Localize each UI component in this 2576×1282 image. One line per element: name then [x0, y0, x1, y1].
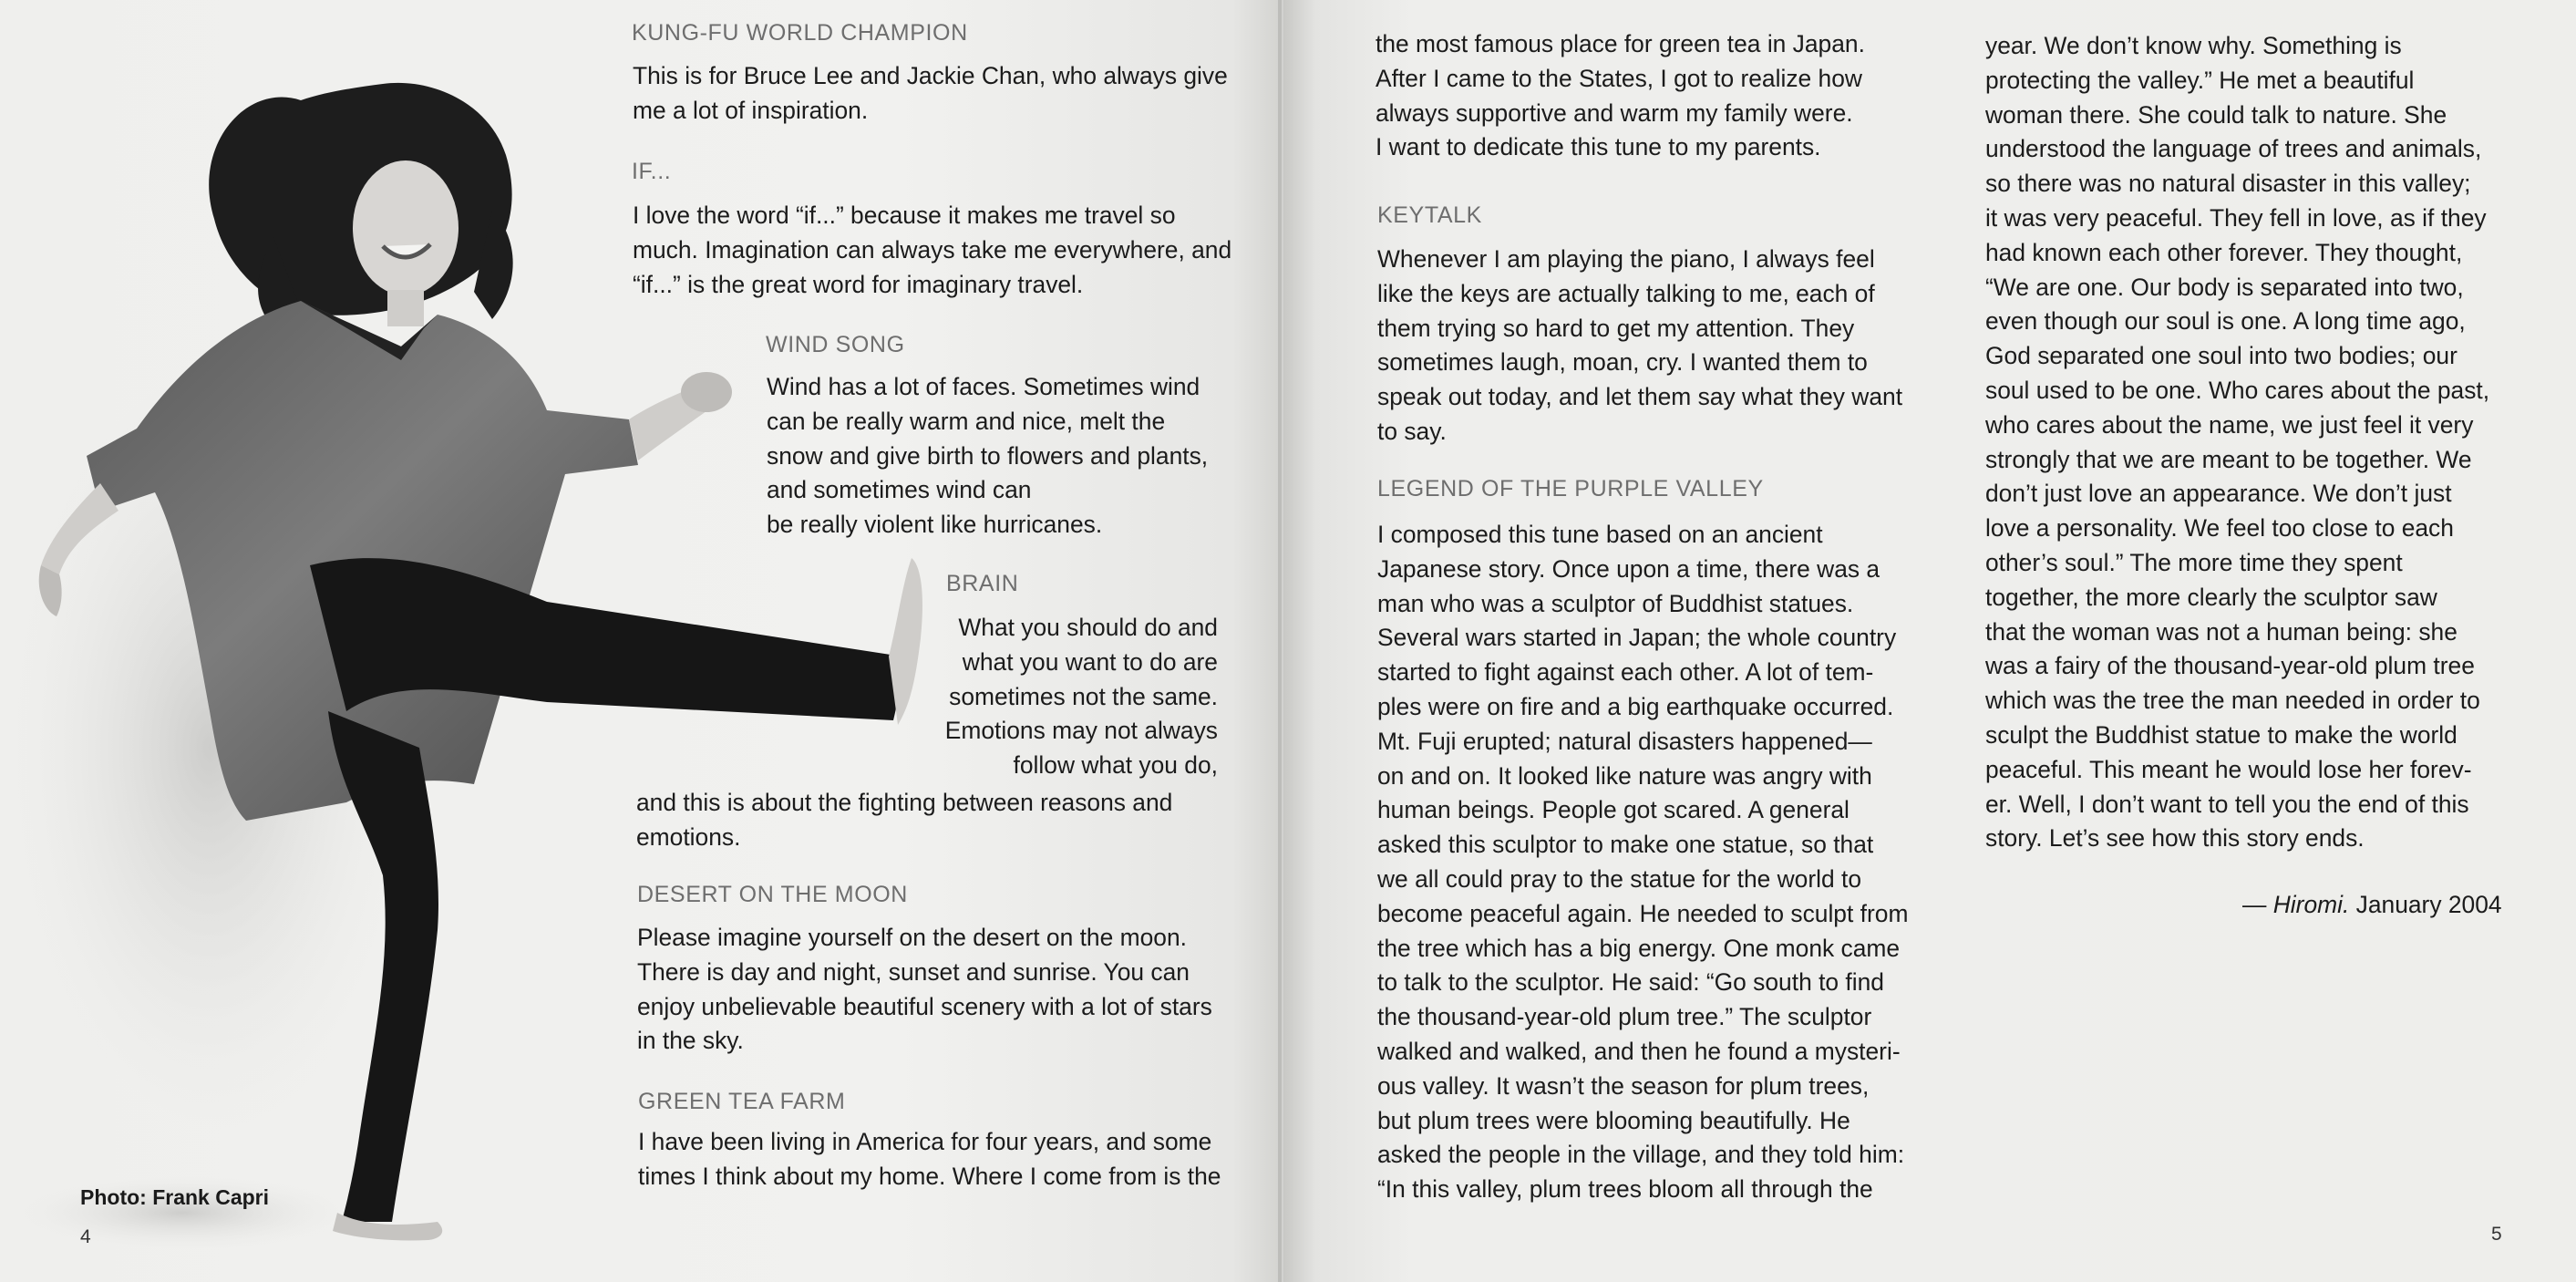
text-line: story. Let’s see how this story ends.	[1985, 824, 2365, 853]
heading-if: IF...	[632, 159, 672, 184]
text-line: become peaceful again. He needed to sculpt from	[1377, 899, 1909, 927]
text-line: don’t just love an appearance. We don’t just	[1985, 480, 2452, 508]
text-line: Please imagine yourself on the desert on the moon.	[637, 924, 1187, 951]
text-line: woman there. She could talk to nature. She	[1985, 100, 2447, 129]
text-line: but plum trees were blooming beautifully. He	[1377, 1106, 1850, 1134]
text-line: was a fairy of the thousand-year-old plum tree	[1985, 652, 2475, 680]
text-line: Whenever I am playing the piano, I always feel	[1377, 245, 1875, 273]
paragraph-legend	[1377, 518, 1908, 1207]
text-line: protecting the valley.” He met a beautiful	[1985, 66, 2415, 94]
paragraph-wind-song	[767, 370, 1208, 543]
page-number-right: 5	[2491, 1224, 2502, 1245]
text-line: the tree which has a big energy. One monk came	[1377, 934, 1901, 962]
text-line: together, the more clearly the sculptor saw	[1985, 583, 2437, 611]
text-line: asked the people in the village, and they told him:	[1377, 1141, 1905, 1169]
text-line: Several wars started in Japan; the whole country	[1377, 624, 1897, 652]
signature-date: January 2004	[2349, 891, 2502, 918]
text-line: understood the language of trees and animals,	[1985, 135, 2482, 163]
text-line: the most famous place for green tea in Japan.	[1376, 30, 1865, 57]
text-line: to talk to the sculptor. He said: “Go south to find	[1377, 968, 1884, 997]
text-line: who cares about the name, we just feel it very	[1985, 410, 2474, 439]
text-line: love a personality. We feel too close to each	[1985, 514, 2454, 543]
page-number-left: 4	[80, 1226, 91, 1247]
text-line: Japanese story. Once upon a time, there was a	[1377, 554, 1880, 583]
text-line: year. We don’t know why. Something is	[1985, 32, 2402, 59]
text-line: had known each other forever. They thought,	[1985, 238, 2463, 266]
paragraph-green-tea-continued	[1376, 27, 1865, 165]
text-line: enjoy unbelievable beautiful scenery with a lot of stars	[637, 992, 1212, 1020]
paragraph-brain	[875, 611, 1218, 783]
text-line: follow what you do,	[1013, 751, 1218, 780]
text-line: and this is about the fighting between reasons and	[636, 789, 1173, 816]
text-line: I have been living in America for four years, and some	[638, 1128, 1212, 1155]
text-line: There is day and night, sunset and sunrise. You can	[637, 957, 1190, 986]
heading-brain: BRAIN	[946, 571, 1019, 596]
heading-green-tea-farm: GREEN TEA FARM	[638, 1089, 846, 1114]
text-line: on and on. It looked like nature was angry with	[1377, 761, 1872, 790]
text-line: to say.	[1377, 417, 1447, 445]
text-line: I composed this tune based on an ancient	[1377, 521, 1823, 548]
heading-wind-song: WIND SONG	[766, 332, 905, 357]
text-line: always supportive and warm my family were.	[1376, 98, 1853, 127]
text-line: which was the tree the man needed in order to	[1985, 687, 2480, 715]
paragraph-desert	[637, 921, 1212, 1059]
text-line: human beings. People got scared. A general	[1377, 796, 1850, 824]
text-line: This is for Bruce Lee and Jackie Chan, who always give	[633, 62, 1228, 89]
text-line: strongly that we are meant to be together. We	[1985, 445, 2472, 473]
heading-kungfu-world-champion: KUNG-FU WORLD CHAMPION	[632, 20, 968, 46]
text-line: snow and give birth to flowers and plants,	[767, 441, 1209, 470]
text-line: can be really warm and nice, melt the	[767, 407, 1166, 435]
paragraph-legend-continued	[1985, 29, 2489, 856]
text-line: “In this valley, plum trees bloom all through the	[1377, 1175, 1873, 1204]
text-line: started to fight against each other. A lot of tem-	[1377, 658, 1874, 687]
paragraph-green-tea	[638, 1125, 1221, 1194]
text-line: I love the word “if...” because it makes me travel so	[633, 202, 1176, 229]
text-line: ples were on fire and a big earthquake occurred.	[1377, 692, 1894, 720]
text-line: me a lot of inspiration.	[633, 96, 869, 124]
heading-desert-on-the-moon: DESERT ON THE MOON	[637, 882, 908, 907]
text-line: we all could pray to the statue for the world to	[1377, 864, 1862, 893]
signature-dash: —	[2242, 891, 2273, 918]
text-line: what you want to do are	[962, 647, 1218, 676]
text-line: Emotions may not always	[944, 717, 1218, 745]
text-line: the thousand-year-old plum tree.” The sculptor	[1377, 1003, 1872, 1031]
paragraph-kungfu	[633, 59, 1228, 129]
text-line: What you should do and	[958, 614, 1218, 641]
text-line: be really violent like hurricanes.	[767, 511, 1103, 539]
text-line: even though our soul is one. A long time ago,	[1985, 307, 2466, 336]
heading-keytalk: KEYTALK	[1377, 202, 1482, 228]
text-line: soul used to be one. Who cares about the past,	[1985, 376, 2490, 404]
text-line: other’s soul.” The more time they spent	[1985, 548, 2403, 576]
text-line: that the woman was not a human being: she	[1985, 617, 2458, 646]
text-line: asked this sculptor to make one statue, so that	[1377, 831, 1874, 859]
text-line: speak out today, and let them say what they want	[1377, 383, 1903, 411]
signature	[2242, 888, 2502, 923]
text-line: them trying so hard to get my attention. They	[1377, 314, 1855, 342]
text-line: so there was no natural disaster in this valley;	[1985, 170, 2471, 198]
heading-legend-of-the-purple-valley: LEGEND OF THE PURPLE VALLEY	[1377, 476, 1764, 501]
text-line: in the sky.	[637, 1027, 744, 1055]
paragraph-brain-tail	[636, 786, 1172, 855]
signature-name: Hiromi.	[2272, 891, 2350, 918]
text-line: walked and walked, and then he found a mysteri-	[1377, 1037, 1901, 1065]
text-line: man who was a sculptor of Buddhist statues.	[1377, 589, 1854, 617]
text-line: Wind has a lot of faces. Sometimes wind	[767, 373, 1200, 400]
text-line: like the keys are actually talking to me, each of	[1377, 279, 1875, 307]
paragraph-keytalk	[1377, 243, 1902, 450]
text-line: Mt. Fuji erupted; natural disasters happened—	[1377, 727, 1872, 755]
text-line: er. Well, I don’t want to tell you the end of this	[1985, 790, 2469, 818]
text-line: emotions.	[636, 822, 741, 851]
text-line: ous valley. It wasn’t the season for plum trees,	[1377, 1071, 1870, 1100]
text-line: peaceful. This meant he would lose her forev-	[1985, 755, 2472, 783]
text-line: sometimes not the same.	[949, 682, 1218, 710]
text-line: God separated one soul into two bodies; our	[1985, 342, 2458, 370]
text-line: much. Imagination can always take me everywhere, and	[633, 235, 1232, 264]
paragraph-if	[633, 199, 1231, 302]
text-line: “if...” is the great word for imaginary travel.	[633, 270, 1084, 298]
text-line: “We are one. Our body is separated into two,	[1985, 273, 2464, 301]
text-line: times I think about my home. Where I come from is the	[638, 1162, 1221, 1190]
text-line: sometimes laugh, moan, cry. I wanted them to	[1377, 348, 1868, 377]
text-line: I want to dedicate this tune to my parents.	[1376, 133, 1821, 161]
text-line: sculpt the Buddhist statue to make the world	[1985, 720, 2458, 749]
text-line: it was very peaceful. They fell in love, as if they	[1985, 203, 2487, 232]
photo-credit: Photo: Frank Capri	[80, 1185, 270, 1209]
text-line: After I came to the States, I got to realize how	[1376, 64, 1862, 92]
text-line: and sometimes wind can	[767, 476, 1032, 504]
book-spine	[1278, 0, 1282, 1282]
